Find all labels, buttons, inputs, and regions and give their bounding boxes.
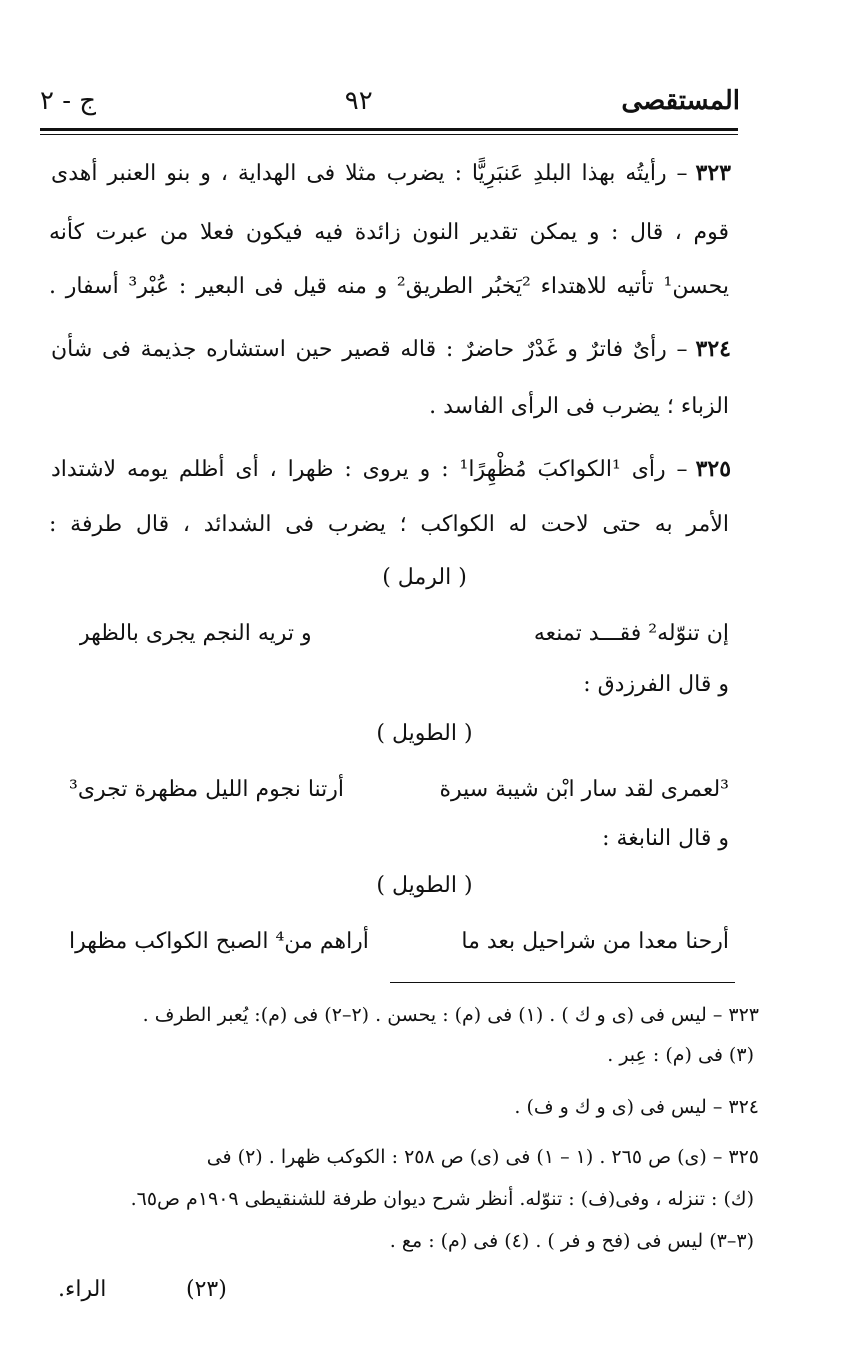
entry-text: – رأىٌ فاترٌ و غَدْرٌ حاضرٌ : قاله قصير حين استشاره جذيمة فى شأن — [51, 337, 688, 362]
header-rule-thick — [40, 128, 738, 131]
catchword: الراء. — [58, 1277, 107, 1302]
poem-meter: ( الطويل ) — [376, 721, 473, 746]
volume-label: ج - ٢ — [40, 86, 97, 116]
footnote-line: ٣٢٣ – ليس فى (ى و ك ) . (١) فى (م) : يحسن . (٢–٢) فى (م): يُعبر الطرف . — [142, 1004, 759, 1026]
hemistich-first: ³لعمرى لقد سار ابْن شيبة سيرة — [439, 777, 729, 802]
header-rule-thin — [40, 134, 738, 135]
entry-number: ٣٢٥ — [695, 456, 731, 482]
footnote-rule — [390, 982, 735, 983]
entry-324-line-1 — [51, 328, 731, 370]
entry-text: – رأيتُه بهذا البلدِ عَنبَرِيًّا : يضرب مثلا فى الهداية ، و بنو العنبر أهدى — [51, 161, 688, 186]
signature-mark: (٢٣) — [186, 1277, 227, 1302]
entry-text: – رأى ¹الكواكبَ مُظْهِرًا¹ : و يروى : ظهرا ، أى أظلم يومه لاشتداد — [51, 457, 688, 482]
hemistich-first: أرحنا معدا من شراحيل بعد ما — [461, 929, 729, 954]
footnote-line: (ك) : تنزله ، وفى(ف) : تنوّله. أنظر شرح ديوان طرفة للشنقيطى ١٩٠٩م ص٦٥. — [130, 1188, 754, 1210]
poem-attribution: و قال النابغة : — [602, 826, 729, 851]
entry-323-line-3: يحسن¹ تأتيه للاهتداء ²يَخبُر الطريق² و منه قيل فى البعير : عُبْر³ أسفار . — [49, 274, 729, 299]
poem-meter: ( الطويل ) — [376, 873, 473, 898]
entry-number: ٣٢٣ — [695, 160, 731, 186]
entry-325-line-2: الأمر به حتى لاحت له الكواكب ؛ يضرب فى الشدائد ، قال طرفة : — [49, 512, 729, 537]
footnote-line: ٣٢٤ – ليس فى (ى و ك و ف) . — [514, 1096, 759, 1118]
poem-verse — [79, 612, 729, 656]
hemistich-second: أراهم من⁴ الصبح الكواكب مظهرا — [69, 929, 369, 954]
entry-324-line-2: الزباء ؛ يضرب فى الرأى الفاسد . — [429, 394, 729, 419]
page-header — [40, 78, 740, 124]
poem-verse — [69, 920, 729, 964]
entry-323-line-2: قوم ، قال : و يمكن تقدير النون زائدة فيه فيكون فعلا من عبرت كأنه — [49, 220, 729, 245]
entry-323-line-1 — [51, 152, 731, 194]
book-title: المستقصى — [621, 86, 740, 116]
entry-number: ٣٢٤ — [695, 336, 731, 362]
entry-325-line-1 — [51, 448, 731, 490]
footnote-line: ٣٢٥ – (ى) ص ٢٦٥ . (١ – ١) فى (ى) ص ٢٥٨ : الكوكب ظهرا . (٢) فى — [206, 1146, 759, 1168]
poem-verse — [69, 768, 729, 812]
poem-meter: ( الرمل ) — [382, 565, 467, 590]
hemistich-first: إن تنوّله² فقـــد تمنعه — [533, 621, 729, 646]
hemistich-second: و تريه النجم يجرى بالظهر — [79, 621, 312, 646]
footnote-line: (٣–٣) ليس فى (فح و فر ) . (٤) فى (م) : مع . — [389, 1230, 754, 1252]
hemistich-second: أرتنا نجوم الليل مظهرة تجرى³ — [69, 777, 345, 802]
page-number: ٩٢ — [344, 86, 373, 116]
poem-attribution: و قال الفرزدق : — [583, 672, 729, 697]
footnote-line: (٣) فى (م) : عِبر . — [607, 1044, 754, 1066]
